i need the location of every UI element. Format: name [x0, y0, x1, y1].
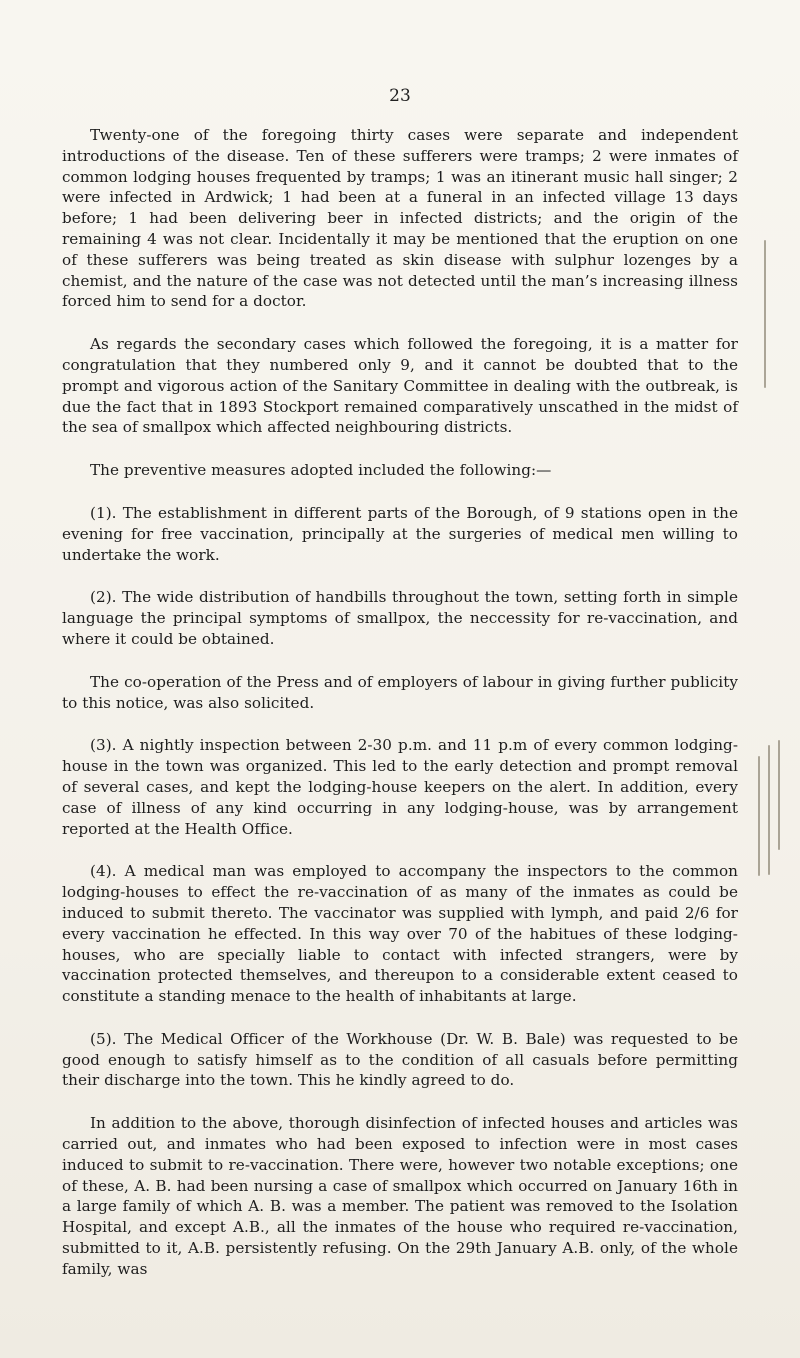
paragraph-measure-3: (3). A nightly inspection between 2-30 p.m. and 11 p.m of every common lodging-house in the town was organized. This led to the early detection and prompt removal of several cases, and kept the lodging-house keepers on the alert. In addition, every case of illness of any kind occurring in any lodging-house, was by arrangement reported at the Health Office.	[62, 736, 738, 838]
paragraph-measure-1: (1). The establishment in different parts of the Borough, of 9 stations open in the evening for free vaccination, principally at the surgeries of medical men willing to undertake the work.	[62, 503, 738, 564]
paragraph-measure-4: (4). A medical man was employed to accompany the inspectors to the common lodging-houses to effect the re-vaccination of as many of the inmates as could be induced to submit thereto. The vaccinator was supplied with lymph, and paid 2/6 for every vaccination he effected. In this way over 70 of the habitues of these lodging-houses, who are specially liable to contact with infected strangers, were by vaccination protected themselves, and thereupon to a considerable extent ceased to constitute a standing menace to the health of inhabitants at large.	[62, 862, 738, 1006]
paragraph-preventive-measures-intro: The preventive measures adopted included the following:—	[90, 461, 552, 480]
margin-ink-mark	[768, 745, 770, 875]
paragraph-measure-5: (5). The Medical Officer of the Workhouse (Dr. W. B. Bale) was requested to be good enough to satisfy himself as to the condition of all casuals before permitting their discharge into the town. This he kindly agreed to do.	[62, 1029, 738, 1090]
margin-ink-mark	[764, 240, 766, 388]
paragraph-measure-2: (2). The wide distribution of handbills throughout the town, setting forth in simple language the principal symptoms of smallpox, the neccessity for re-vaccination, and where it could be obtained.	[62, 588, 738, 648]
margin-ink-mark	[778, 740, 780, 850]
paragraph-secondary-cases: As regards the secondary cases which followed the foregoing, it is a matter for congratulation that they numbered only 9, and it cannot be doubted that to the prompt and vigorous action of the Sanitary Committee in dealing with the outbreak, is due the fact that in 1893 Stockport remained comparatively unscathed in the midst of the sea of smallpox which affected neighbouring districts.	[62, 335, 738, 437]
body-text	[62, 125, 738, 1280]
page-number: 23	[389, 86, 411, 106]
paragraph-sources-of-infection: Twenty-one of the foregoing thirty cases were separate and independent introductions of the disease. Ten of these sufferers were tramps; 2 were inmates of common lodging houses frequented by tramps; 1 was an itinerant music hall singer; 2 were infected in Ardwick; 1 had been at a funeral in an infected village 13 days before; 1 had been delivering beer in infected districts; and the origin of the remaining 4 was not clear. Incidentally it may be mentioned that the eruption on one of these sufferers was being treated as skin disease with sulphur lozenges by a chemist, and the nature of the case was not detected until the man’s increasing illness forced him to send for a doctor.	[62, 126, 738, 311]
margin-ink-mark	[758, 756, 760, 876]
paragraph-press-cooperation: The co-operation of the Press and of employers of labour in giving further publicity to this notice, was also solicited.	[62, 672, 738, 712]
paragraph-disinfection: In addition to the above, thorough disinfection of infected houses and articles was carried out, and inmates who had been exposed to infection were in most cases induced to submit to re-vaccination. There were, however two notable exceptions; one of these, A. B. had been nursing a case of smallpox which occurred on January 16th in a large family of which A. B. was a member. The patient was removed to the Isolation Hospital, and except A.B., all the inmates of the house who required re-vaccination, submitted to it, A.B. persistently refusing. On the 29th January A.B. only, of the whole family, was	[62, 1114, 738, 1278]
